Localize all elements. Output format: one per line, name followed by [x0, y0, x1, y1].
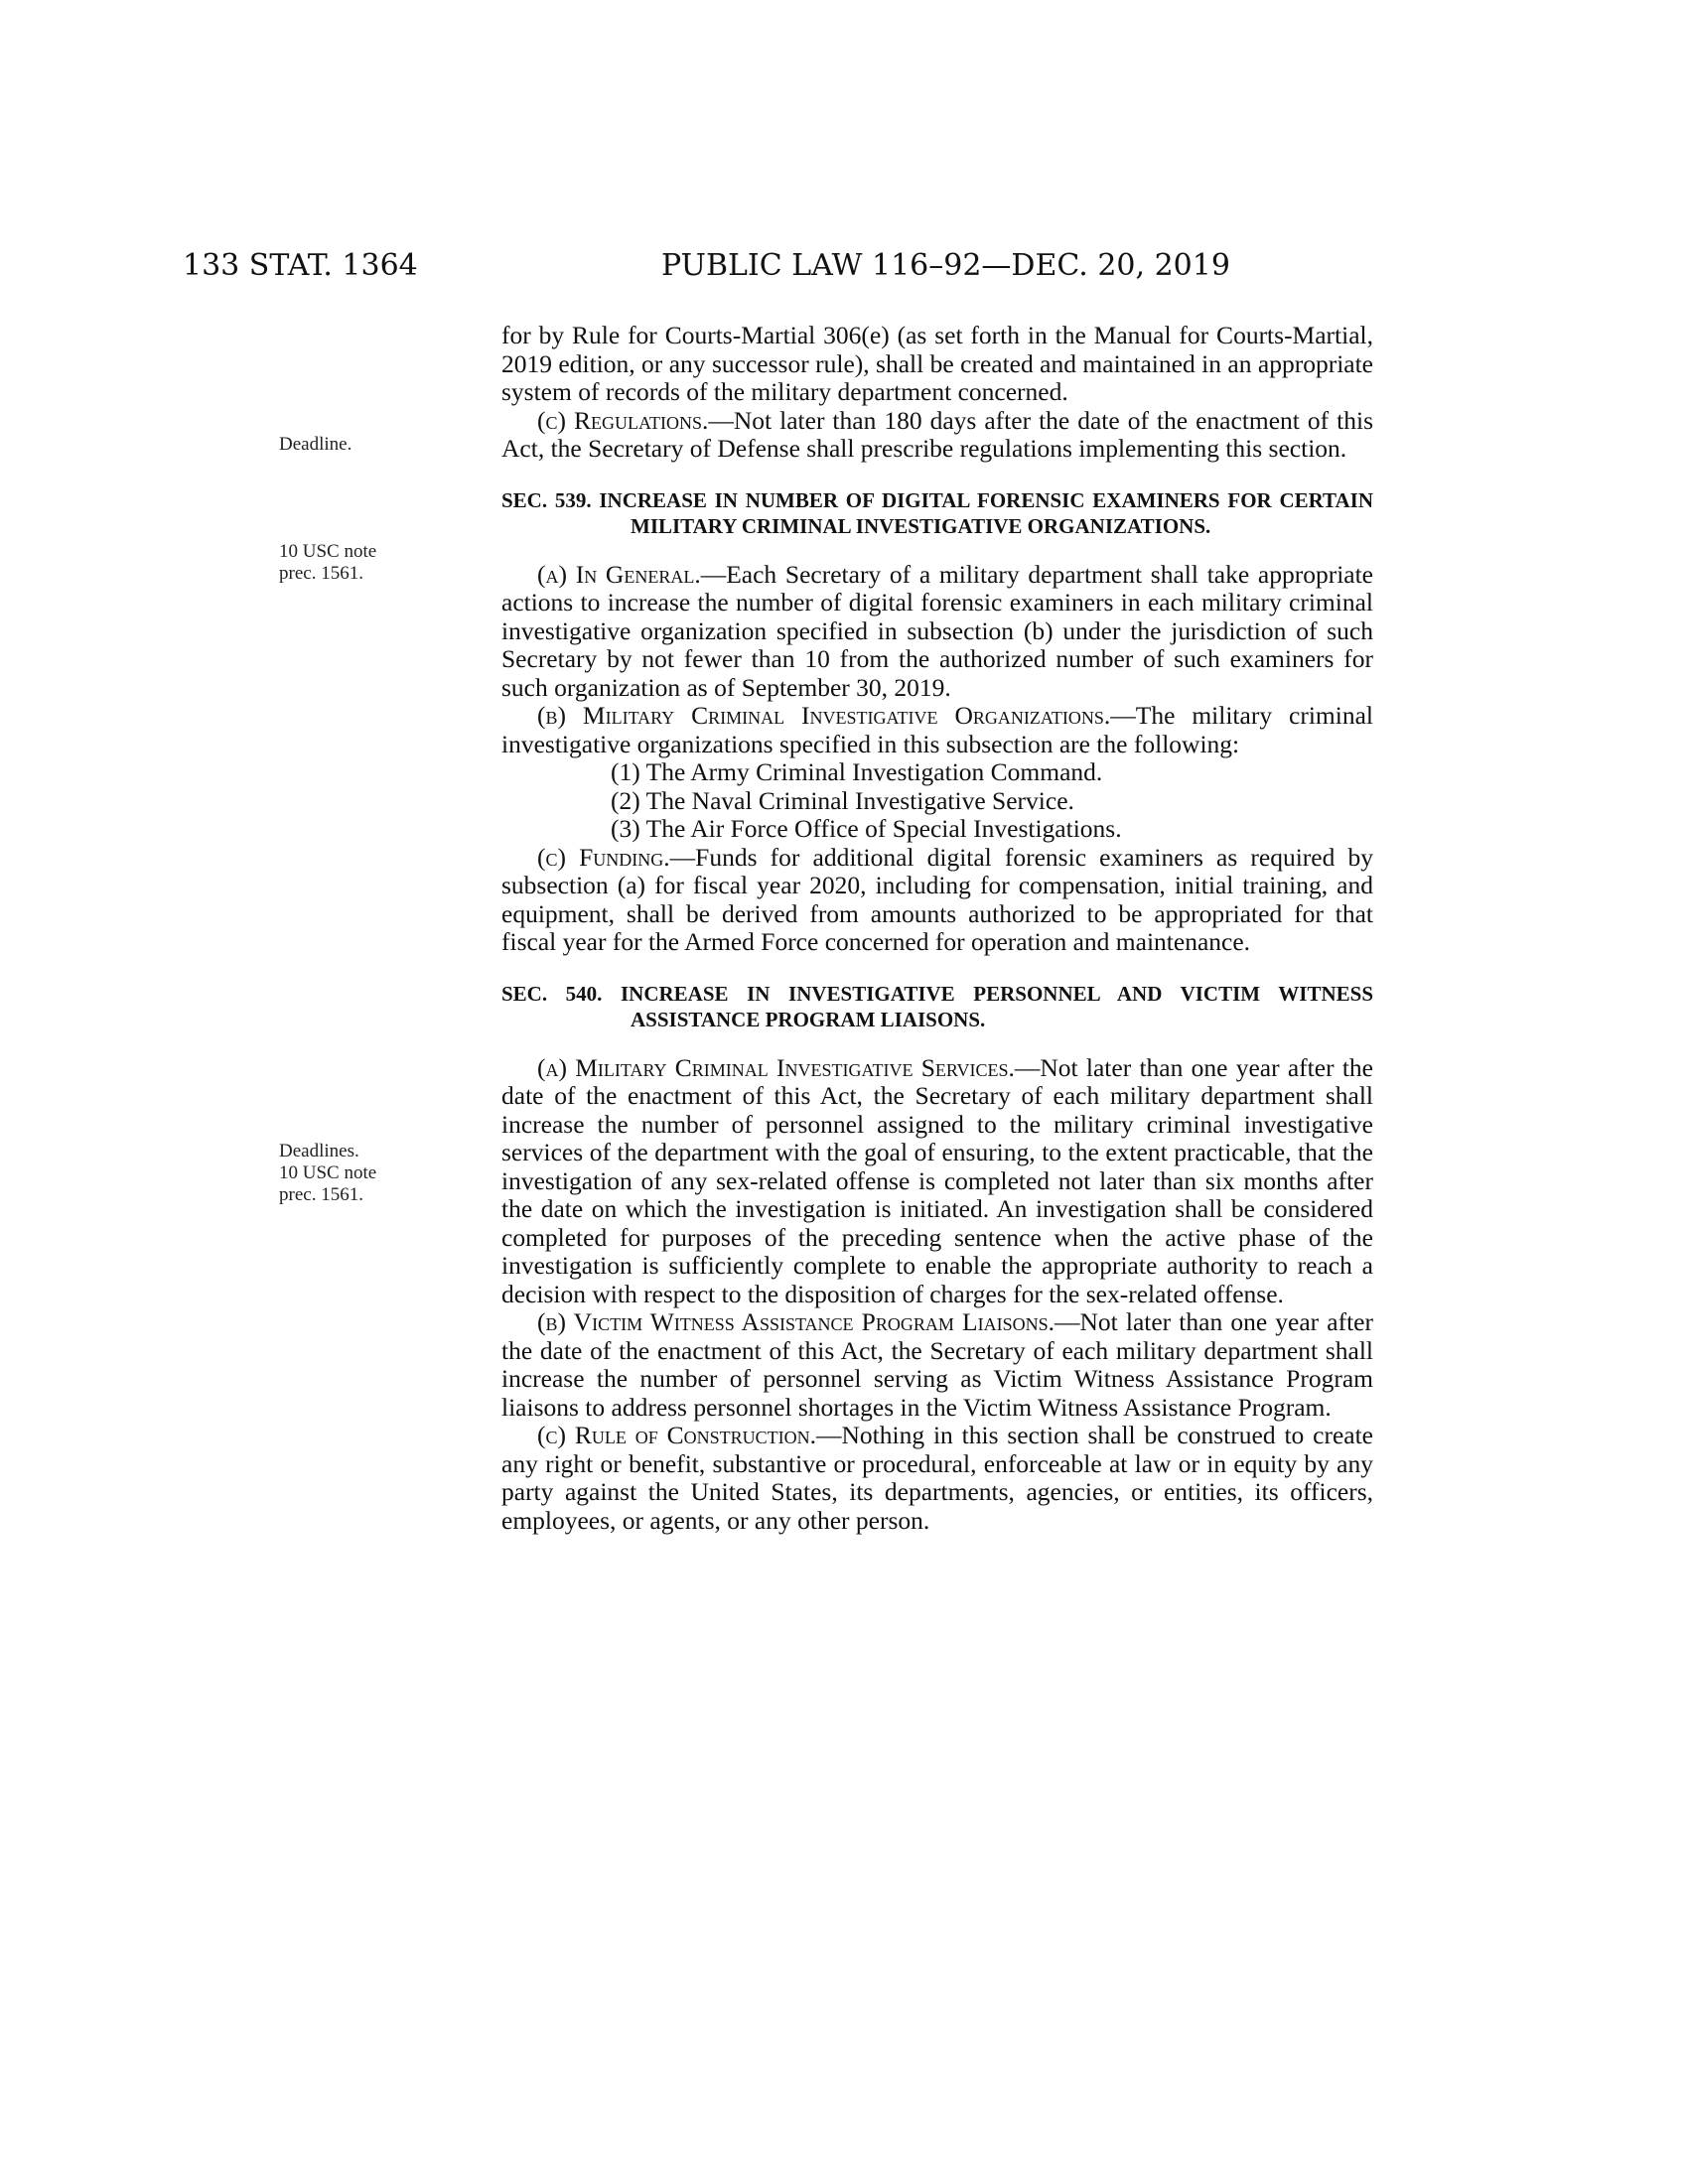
law-title: PUBLIC LAW 116–92—DEC. 20, 2019 — [661, 248, 1230, 283]
subsection-text: —Funds for additional digital forensic examiners as required by subsection (a) for fiscal year 2020, including for compensation, initial training, and equipment, shall be derived from amounts authorized to be appropriated for that fiscal year for the Armed Force concerned for operation and maintenance. — [501, 842, 1373, 956]
section-540-heading: SEC. 540. INCREASE IN INVESTIGATIVE PERSONNEL AND VICTIM WITNESS ASSISTANCE PROGRAM LIAISONS. — [501, 981, 1373, 1031]
margin-note-line: prec. 1561. — [279, 1184, 363, 1205]
subsection-label: (c) Rule of Construction. — [537, 1421, 816, 1449]
margin-note-deadlines-540 — [279, 1141, 458, 1206]
section-539-heading: SEC. 539. INCREASE IN NUMBER OF DIGITAL FORENSIC EXAMINERS FOR CERTAIN MILITARY CRIMINAL INVESTIGATIVE ORGANIZATIONS. — [501, 487, 1373, 538]
subsection-label: (c) Funding. — [537, 842, 670, 872]
continuation-paragraph: for by Rule for Courts-Martial 306(e) (as set forth in the Manual for Courts-Martial, 2019 edition, or any successor rule), shall be created and maintained in an appropriate system of records of the military department concerned. — [501, 321, 1373, 406]
subsection-label: (a) Military Criminal Investigative Services. — [537, 1052, 1015, 1082]
sec539-c-paragraph — [501, 844, 1373, 957]
subsection-text: —Each Secretary of a military department shall take appropriate actions to increase the number of digital forensic examiners in each military criminal investigative organization specified in subsection (b) under the jurisdiction of such Secretary by not fewer than 10 from the authorized number of such examiners for such organization as of September 30, 2019. — [501, 559, 1373, 702]
subsection-text: —Nothing in this section shall be construed to create any right or benefit, substantive or procedural, enforceable at law or in equity by any party against the United States, its departments, agencies, or entities, its officers, employees, or agents, or any other person. — [501, 1421, 1373, 1535]
subsection-text: —The military criminal investigative organizations specified in this subsection are the following: — [501, 701, 1373, 758]
margin-note-line: Deadlines. — [279, 1141, 359, 1161]
sec540-a-paragraph — [501, 1054, 1373, 1309]
sec539-a-paragraph — [501, 561, 1373, 703]
sec540-b-paragraph — [501, 1308, 1373, 1422]
margin-note-line: 10 USC note — [279, 1162, 377, 1183]
regulations-paragraph — [501, 407, 1373, 464]
subsection-text: —Not later than one year after the date of the enactment of this Act, the Secretary of each military department shall increase the number of personnel assigned to the military criminal investigative services of the department with the goal of ensuring, to the extent practicable, that the investigation of any sex-related offense is completed not later than six months after the date on which the investigation is initiated. An investigation shall be considered completed for purposes of the preceding sentence when the active phase of the investigation is sufficiently complete to enable the appropriate authority to reach a decision with respect to the disposition of charges for the sex-related offense. — [501, 1052, 1373, 1308]
margin-note-usc-539 — [279, 541, 458, 585]
subsection-label: (a) In General. — [537, 559, 701, 589]
page-header — [183, 248, 1374, 288]
subsection-label: (c) Regulations. — [537, 405, 709, 435]
list-item: (3) The Air Force Office of Special Investigations. — [611, 814, 1122, 843]
subsection-label: (b) Victim Witness Assistance Program Liaisons. — [537, 1307, 1055, 1336]
list-item: (2) The Naval Criminal Investigative Service. — [611, 785, 1074, 815]
subsection-text: —Not later than one year after the date of the enactment of this Act, the Secretary of each military department shall increase the number of personnel serving as Victim Witness Assistance Program liaisons to address personnel shortages in the Victim Witness Assistance Program. — [501, 1307, 1373, 1422]
statute-body — [501, 322, 1373, 1535]
sec540-c-paragraph — [501, 1422, 1373, 1535]
list-item: (1) The Army Criminal Investigation Command. — [611, 757, 1103, 786]
margin-note-line: prec. 1561. — [279, 563, 363, 584]
margin-note-line: 10 USC note — [279, 541, 377, 562]
subsection-label: (b) Military Criminal Investigative Organizations. — [537, 701, 1111, 730]
margin-note-line: Deadline. — [279, 434, 352, 455]
sec539-b-paragraph — [501, 702, 1373, 758]
margin-note-deadline — [279, 434, 458, 456]
subsection-text: —Not later than 180 days after the date of the enactment of this Act, the Secretary of Defense shall prescribe regulations implementing this section. — [501, 405, 1373, 463]
stat-citation: 133 STAT. 1364 — [183, 248, 418, 283]
